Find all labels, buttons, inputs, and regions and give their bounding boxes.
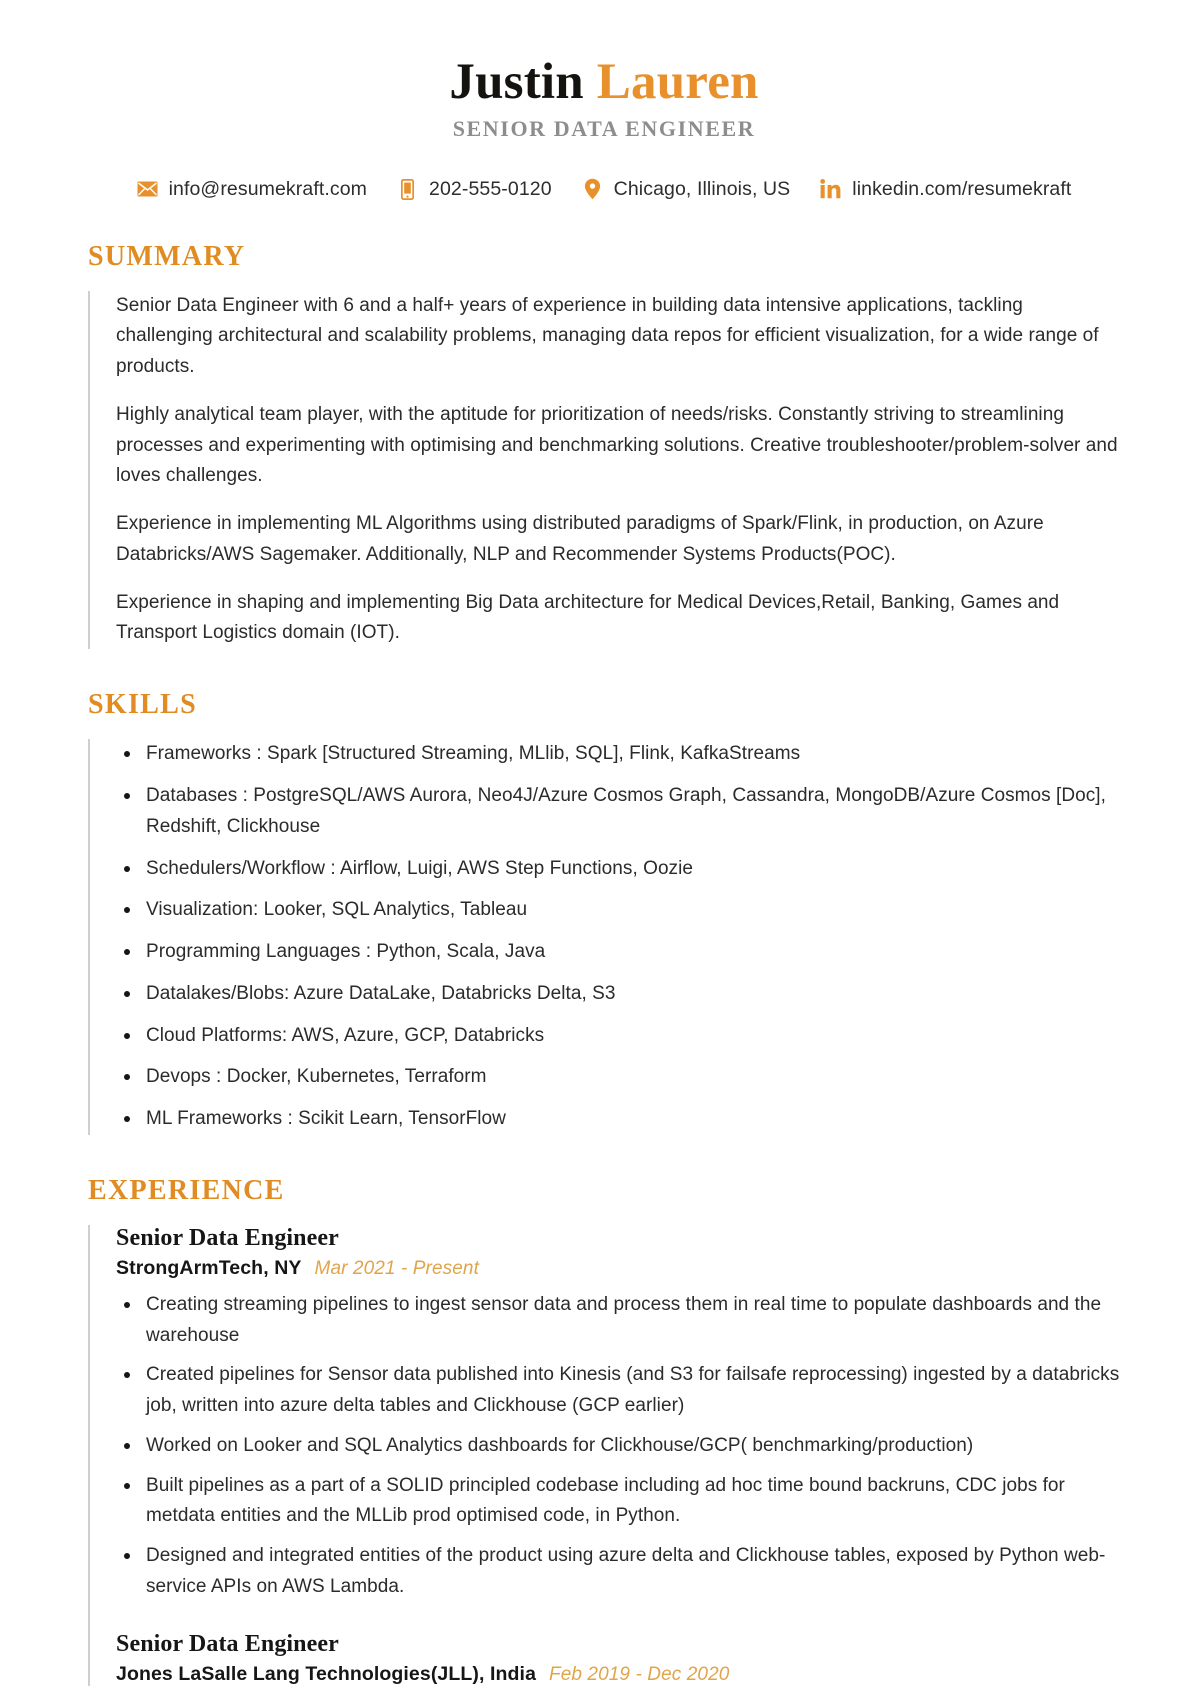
job-bullet-list bbox=[116, 1290, 1120, 1603]
list-item: Built pipelines as a part of a SOLID principled codebase including ad hoc time bound backruns, CDC jobs for metdata entities and the MLLib prod optimised code, in Python. bbox=[116, 1471, 1120, 1533]
phone-icon bbox=[397, 179, 418, 200]
job-meta bbox=[116, 1663, 1120, 1686]
list-item: Databases : PostgreSQL/AWS Aurora, Neo4J/Azure Cosmos Graph, Cassandra, MongoDB/Azure Cosmos [Doc], Redshift, Clickhouse bbox=[116, 781, 1120, 843]
contact-email-text: info@resumekraft.com bbox=[168, 177, 368, 200]
skills-list bbox=[116, 739, 1120, 1135]
job-company: StrongArmTech, NY bbox=[116, 1256, 302, 1279]
contact-phone-text: 202-555-0120 bbox=[429, 177, 552, 200]
job-dates: Mar 2021 - Present bbox=[314, 1257, 479, 1279]
list-item: Programming Languages : Python, Scala, Java bbox=[116, 937, 1120, 968]
candidate-name bbox=[88, 56, 1120, 110]
summary-paragraph: Experience in implementing ML Algorithms using distributed paradigms of Spark/Flink, in production, on Azure Databricks/AWS Sagemaker. Additionally, NLP and Recommender Systems Products(POC). bbox=[116, 513, 1044, 565]
job-meta bbox=[116, 1257, 1120, 1280]
list-item: Created pipelines for Sensor data published into Kinesis (and S3 for failsafe reprocessing) ingested by a databricks job, written into azure delta tables and Clickhouse (GCP earlier) bbox=[116, 1360, 1120, 1422]
skills-body bbox=[88, 739, 1120, 1135]
summary-body bbox=[88, 291, 1120, 650]
experience-entry bbox=[116, 1225, 1120, 1603]
list-item: Datalakes/Blobs: Azure DataLake, Databricks Delta, S3 bbox=[116, 979, 1120, 1010]
experience-entry bbox=[116, 1631, 1120, 1686]
list-item: Frameworks : Spark [Structured Streaming, MLlib, SQL], Flink, KafkaStreams bbox=[116, 739, 1120, 770]
location-pin-icon bbox=[582, 179, 603, 200]
summary-paragraph: Senior Data Engineer with 6 and a half+ years of experience in building data intensive applications, tackling challenging architectural and scalability problems, managing data repos for efficient visualization, for a wide range of products. bbox=[116, 294, 1099, 378]
contact-location[interactable] bbox=[582, 178, 791, 201]
email-icon bbox=[137, 179, 158, 200]
list-item: Designed and integrated entities of the product using azure delta and Clickhouse tables, exposed by Python web-service APIs on AWS Lambda. bbox=[116, 1541, 1120, 1603]
list-item: Devops : Docker, Kubernetes, Terraform bbox=[116, 1062, 1120, 1093]
contact-row bbox=[88, 178, 1120, 201]
job-title: Senior Data Engineer bbox=[116, 1630, 339, 1657]
job-company: Jones LaSalle Lang Technologies(JLL), India bbox=[116, 1662, 537, 1685]
linkedin-icon bbox=[820, 179, 841, 200]
list-item: Visualization: Looker, SQL Analytics, Tableau bbox=[116, 895, 1120, 926]
contact-linkedin-text: linkedin.com/resumekraft bbox=[852, 177, 1072, 200]
list-item: Creating streaming pipelines to ingest sensor data and process them in real time to populate dashboards and the warehouse bbox=[116, 1290, 1120, 1352]
job-title: Senior Data Engineer bbox=[116, 1224, 339, 1251]
last-name: Lauren bbox=[596, 54, 759, 110]
list-item: Schedulers/Workflow : Airflow, Luigi, AWS Step Functions, Oozie bbox=[116, 854, 1120, 885]
headline-job-title: SENIOR DATA ENGINEER bbox=[452, 115, 756, 141]
first-name: Justin bbox=[449, 54, 584, 110]
list-item: Worked on Looker and SQL Analytics dashboards for Clickhouse/GCP( benchmarking/production) bbox=[116, 1431, 1120, 1462]
contact-location-text: Chicago, Illinois, US bbox=[613, 177, 791, 200]
job-dates: Feb 2019 - Dec 2020 bbox=[549, 1663, 730, 1685]
section-summary bbox=[88, 240, 1120, 650]
summary-paragraph: Highly analytical team player, with the aptitude for prioritization of needs/risks. Constantly striving to streamlining processes and experimenting with optimising and benchmarking solutions. Creative troubleshooter/problem-solver and loves challenges. bbox=[116, 403, 1118, 487]
list-item: ML Frameworks : Scikit Learn, TensorFlow bbox=[116, 1104, 1120, 1135]
experience-heading: EXPERIENCE bbox=[88, 1174, 285, 1206]
list-item: Cloud Platforms: AWS, Azure, GCP, Databricks bbox=[116, 1021, 1120, 1052]
resume-header bbox=[88, 56, 1120, 201]
summary-paragraph: Experience in shaping and implementing Big Data architecture for Medical Devices,Retail, Banking, Games and Transport Logistics domain (IOT). bbox=[116, 591, 1060, 644]
summary-heading: SUMMARY bbox=[88, 240, 246, 272]
contact-linkedin[interactable] bbox=[820, 178, 1071, 201]
contact-email[interactable] bbox=[137, 178, 367, 201]
section-experience bbox=[88, 1174, 1120, 1686]
contact-phone[interactable] bbox=[397, 178, 552, 201]
experience-body bbox=[88, 1225, 1120, 1686]
section-skills bbox=[88, 691, 1120, 1135]
skills-heading: SKILLS bbox=[88, 689, 197, 721]
